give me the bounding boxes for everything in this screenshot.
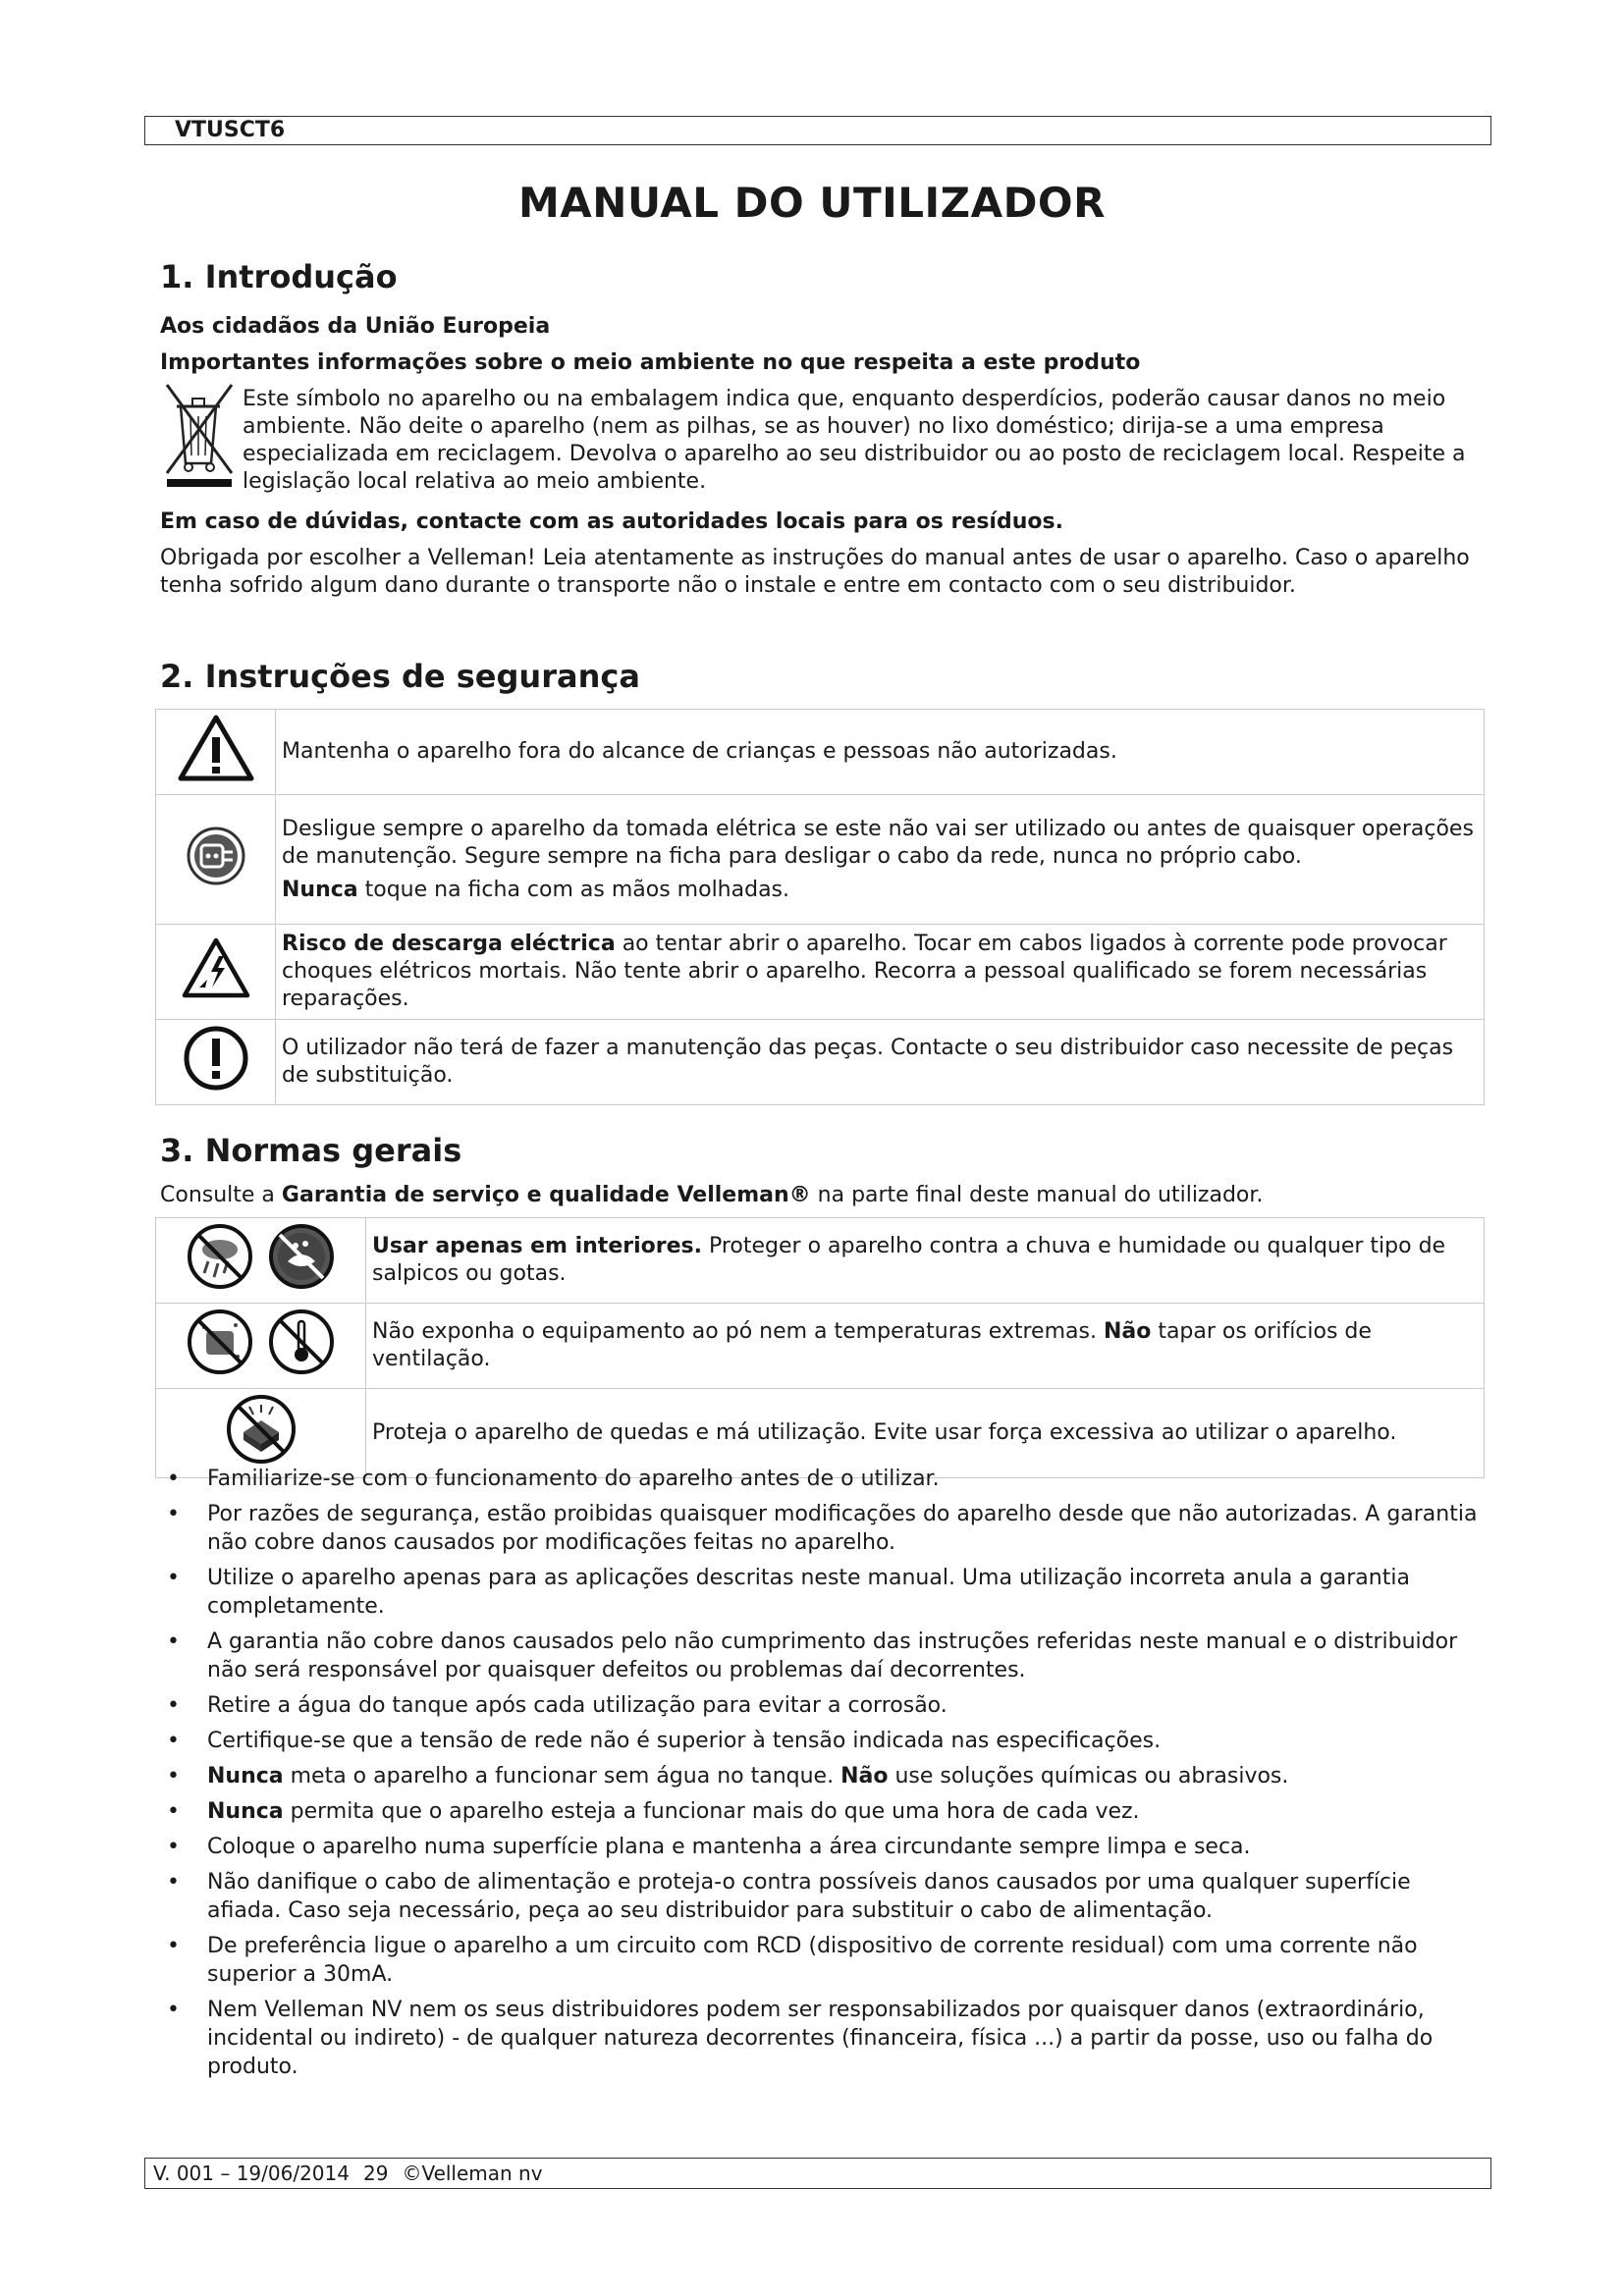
list-item: • Nunca permita que o aparelho esteja a funcionar mais do que uma hora de cada vez. bbox=[160, 1797, 1486, 1826]
no-rain-icon bbox=[183, 1222, 257, 1291]
safety-text: Desligue sempre o aparelho da tomada elétrica se este não vai ser utilizado ou antes de quaisquer operações de manutenção. Segure sempre na ficha para desligar o cabo da rede, nunca no próprio cabo. bbox=[282, 816, 1474, 869]
warning-triangle-icon bbox=[178, 714, 254, 782]
safety-text: Mantenha o aparelho fora do alcance de crianças e pessoas não autorizadas. bbox=[276, 710, 1485, 795]
general-norms-table bbox=[155, 1217, 1485, 1478]
thanks-paragraph: Obrigada por escolher a Velleman! Leia atentamente as instruções do manual antes de usar o aparelho. Caso o aparelho tenha sofrido algum dano durante o transporte não o instale e entre em contacto com o seu distribuidor. bbox=[160, 546, 1470, 598]
electric-shock-icon bbox=[182, 936, 250, 999]
list-item: • Coloque o aparelho numa superfície plana e mantenha a área circundante sempre limpa e seca. bbox=[160, 1833, 1486, 1861]
norm-text: tapar os orifícios de ventilação. bbox=[372, 1319, 1372, 1371]
page-number: 29 bbox=[362, 2162, 389, 2185]
no-dust-icon bbox=[183, 1308, 257, 1376]
list-item: • Por razões de segurança, estão proibidas quaisquer modificações do aparelho desde que não autorizadas. A garantia não cobre danos causados por modificações feitas no aparelho. bbox=[160, 1500, 1486, 1557]
norm-text: Não exponha o equipamento ao pó nem a temperaturas extremas. bbox=[372, 1319, 1104, 1344]
list-item: • Utilize o aparelho apenas para as aplicações descritas neste manual. Uma utilização incorreta anula a garantia completamente. bbox=[160, 1564, 1486, 1621]
exclamation-circle-icon bbox=[182, 1024, 250, 1093]
section-1-heading: 1. Introdução bbox=[160, 258, 398, 295]
document-footer bbox=[144, 2158, 1491, 2189]
model-number: VTUSCT6 bbox=[175, 118, 286, 142]
table-row bbox=[156, 1218, 1485, 1304]
warranty-name: Garantia de serviço e qualidade Velleman® bbox=[281, 1183, 811, 1207]
safety-text: O utilizador não terá de fazer a manutenção das peças. Contacte o seu distribuidor caso necessite de peças de substituição. bbox=[276, 1020, 1485, 1105]
copyright: ©Velleman nv bbox=[402, 2162, 543, 2185]
list-item: • Nunca meta o aparelho a funcionar sem água no tanque. Não use soluções químicas ou abrasivos. bbox=[160, 1762, 1486, 1790]
table-row bbox=[156, 710, 1485, 795]
table-row bbox=[156, 1020, 1485, 1105]
warranty-reference: Consulte a Garantia de serviço e qualidade Velleman® na parte final deste manual do utilizador. bbox=[160, 1183, 1264, 1207]
safety-text: ao tentar abrir o aparelho. Tocar em cabos ligados à corrente pode provocar choques elétricos mortais. Não tente abrir o aparelho. Recorra a pessoal qualificado se forem necessárias reparações. bbox=[282, 932, 1447, 1011]
table-row bbox=[156, 925, 1485, 1020]
version-date: V. 001 – 19/06/2014 bbox=[153, 2162, 350, 2185]
list-item: • Nem Velleman NV nem os seus distribuidores podem ser responsabilizados por quaisquer danos (extraordinário, incidental ou indireto) - de qualquer natureza decorrentes (financeira, física ...) a partir da posse, uso ou falha do produto. bbox=[160, 1996, 1486, 2081]
table-row bbox=[156, 795, 1485, 925]
no-shock-drop-icon bbox=[222, 1393, 300, 1466]
safety-instructions-table bbox=[155, 709, 1485, 1105]
page-title: MANUAL DO UTILIZADOR bbox=[518, 179, 1106, 227]
eu-citizens-heading: Aos cidadãos da União Europeia bbox=[160, 314, 551, 339]
no-extreme-temperature-icon bbox=[264, 1308, 339, 1376]
document-header bbox=[144, 116, 1491, 145]
environment-info-heading: Importantes informações sobre o meio ambiente no que respeita a este produto bbox=[160, 350, 1141, 375]
no-splash-icon bbox=[264, 1222, 339, 1291]
general-rules-list bbox=[160, 1465, 1486, 2088]
list-item: • A garantia não cobre danos causados pelo não cumprimento das instruções referidas neste manual e o distribuidor não será responsável por quaisquer defeitos ou problemas daí decorrentes. bbox=[160, 1628, 1486, 1684]
safety-text: toque na ficha com as mãos molhadas. bbox=[357, 877, 790, 902]
list-item: • Familiarize-se com o funcionamento do aparelho antes de o utilizar. bbox=[160, 1465, 1486, 1493]
doubt-contact-note: Em caso de dúvidas, contacte com as autoridades locais para os resíduos. bbox=[160, 509, 1063, 534]
norm-text: Proteger o aparelho contra a chuva e humidade ou qualquer tipo de salpicos ou gotas. bbox=[372, 1234, 1446, 1286]
list-item: • De preferência ligue o aparelho a um circuito com RCD (dispositivo de corrente residual) com uma corrente não superior a 30mA. bbox=[160, 1932, 1486, 1989]
list-item: • Não danifique o cabo de alimentação e proteja-o contra possíveis danos causados por uma qualquer superfície afiada. Caso seja necessário, peça ao seu distribuidor para substituir o cabo de alimentação. bbox=[160, 1868, 1486, 1925]
unplug-icon bbox=[186, 826, 246, 886]
weee-crossed-bin-icon bbox=[159, 377, 238, 487]
section-3-heading: 3. Normas gerais bbox=[160, 1132, 462, 1169]
bold-word: Usar apenas em interiores. bbox=[372, 1234, 702, 1258]
list-item: • Certifique-se que a tensão de rede não é superior à tensão indicada nas especificações. bbox=[160, 1727, 1486, 1755]
bold-word: Não bbox=[1103, 1319, 1152, 1344]
bold-word: Risco de descarga eléctrica bbox=[282, 932, 616, 956]
bold-word: Nunca bbox=[282, 877, 358, 902]
table-row bbox=[156, 1304, 1485, 1389]
section-2-heading: 2. Instruções de segurança bbox=[160, 658, 640, 695]
list-item: • Retire a água do tanque após cada utilização para evitar a corrosão. bbox=[160, 1691, 1486, 1720]
norm-text: Proteja o aparelho de quedas e má utilização. Evite usar força excessiva ao utilizar o aparelho. bbox=[366, 1389, 1485, 1478]
weee-text: Este símbolo no aparelho ou na embalagem indica que, enquanto desperdícios, poderão causar danos no meio ambiente. Não deite o aparelho (nem as pilhas, se as houver) no lixo doméstico; dirija-se a uma empresa especializada em reciclagem. Devolva o aparelho ao seu distribuidor ou ao posto de reciclagem local. Respeite a legislação local relativa ao meio ambiente. bbox=[243, 387, 1466, 494]
